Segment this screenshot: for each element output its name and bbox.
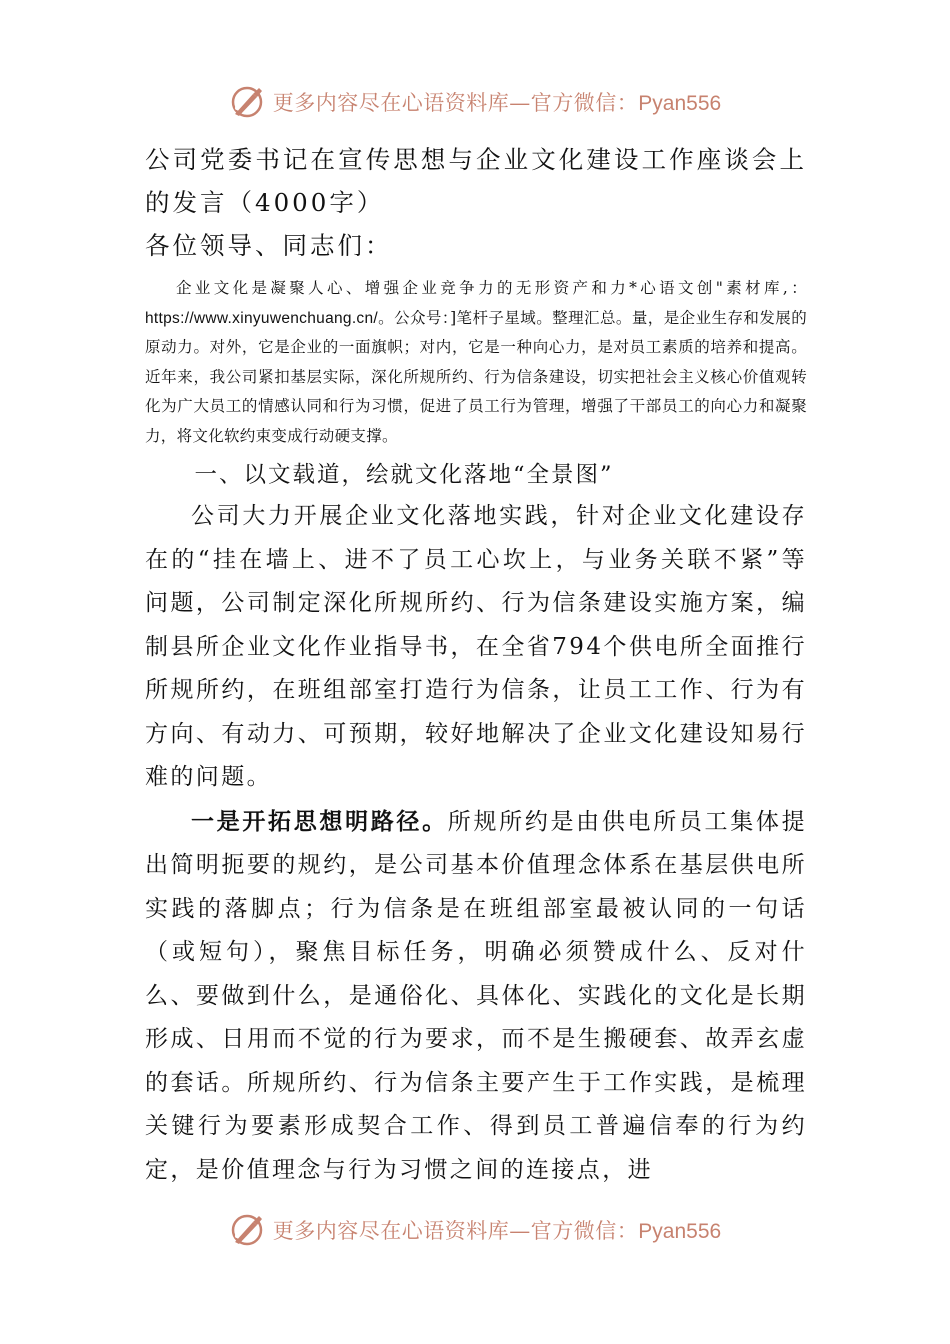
paragraph-2-text: 所规所约是由供电所员工集体提出简明扼要的规约，是公司基本价值理念体系在基层供电所实践的落脚点；行为信条是在班组部室最被认同的一句话（或短句），聚焦目标任务，明确必须赞成什么、反对什么、要做到什么，是通俗化、具体化、实践化的文化是长期形成、日用而不觉的行为要求，而不是生搬硬套、故弄玄虚的套话。所规所约、行为信条主要产生于工作实践，是梳理关键行为要素形成契合工作、得到员工普遍信奉的行为约定，是价值理念与行为习惯之间的连接点，进 [145, 808, 807, 1183]
paragraph-2-bold-lead: 一是开拓思想明路径。 [191, 807, 448, 835]
banner-message: 更多内容尽在心语资料库—官方微信： [272, 91, 639, 115]
document-title: 公司党委书记在宣传思想与企业文化建设工作座谈会上的发言（4000字） [145, 145, 807, 217]
banner-handle: Pyan556 [638, 92, 722, 115]
banner-text [273, 87, 721, 117]
paragraph-1: 公司大力开展企业文化落地实践，针对企业文化建设存在的“挂在墙上、进不了员工心坎上，与业务关联不紧”等问题，公司制定深化所规所约、行为信条建设实施方案，编制县所企业文化作业指导书，在全省794个供电所全面推行所规所约，在班组部室打造行为信条，让员工工作、行为有方向、有动力、可预期，较好地解决了企业文化建设知易行难的问题。 [145, 503, 807, 790]
intro-paragraph [145, 274, 807, 451]
intro-text-end: 。公众号：]笔杆子星域。整理汇总。量，是企业生存和发展的原动力。对外，它是企业的一面旗帜；对内，它是一种向心力，是对员工素质的培养和提高。近年来，我公司紧扣基层实际，深化所规所约、行为信条建设，切实把社会主义核心价值观转化为广大员工的情感认同和行为习惯，促进了员工行为管理，增强了干部员工的向心力和凝聚力，将文化软约束变成行动硬支撑。 [145, 308, 807, 445]
intro-text-start: 企业文化是凝聚人心、增强企业竞争力的无形资产和力*心语文创"素材库,： [176, 279, 807, 297]
paragraph-2 [145, 800, 807, 1193]
banner-text [273, 1215, 721, 1245]
salutation: 各位领导、同志们： [145, 231, 393, 260]
document-body [145, 138, 807, 1192]
banner-handle: Pyan556 [638, 1220, 722, 1243]
banner-message: 更多内容尽在心语资料库—官方微信： [272, 1219, 639, 1243]
pen-circle-logo-icon [229, 84, 265, 120]
section-heading-1: 一、以文载道，绘就文化落地“全景图” [194, 462, 614, 488]
intro-url: https://www.xinyuwenchuang.cn/ [145, 309, 379, 327]
header-banner [0, 80, 950, 124]
pen-circle-logo-icon [229, 1212, 265, 1248]
footer-banner [0, 1208, 950, 1252]
